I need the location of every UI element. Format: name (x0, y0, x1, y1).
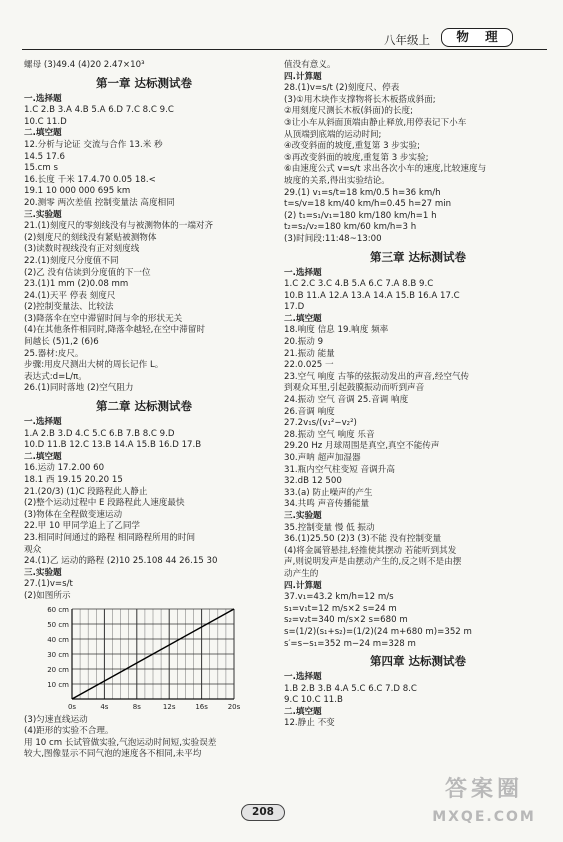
answer-line: s₁=v₁t=12 m/s×2 s=24 m (284, 603, 397, 614)
answer-line: 1.A 2.B 3.D 4.C 5.C 6.B 7.B 8.C 9.D (24, 428, 175, 439)
answer-line: 23.空气 响度 古筝的弦振动发出的声音,经空气传 (284, 371, 470, 382)
answer-line: 表达式:d=L/π。 (24, 371, 87, 382)
answer-line: t₂=s₂/v₂=180 km/60 km/h=3 h (284, 222, 417, 233)
answer-line: ③让小车从斜面顶端由静止释放,用停表记下小车 (284, 117, 467, 128)
section-heading: 一.选择题 (284, 267, 322, 278)
answer-line: 声,则说明发声是由摆动产生的,反之则不是由摆 (284, 557, 462, 568)
answer-line: 27.(1)v=s/t (24, 579, 73, 590)
answer-line: 用 10 cm 长试管做实验,气泡运动时间短,实验误差 (24, 737, 217, 748)
answer-line: s₂=v₂t=340 m/s×2 s=680 m (284, 615, 408, 626)
answer-line: 20.振动 9 (284, 337, 324, 348)
answer-line: (2)乙 没有估读到分度值的下一位 (24, 267, 151, 278)
section-heading: 二.填空题 (284, 706, 322, 717)
answer-line: t=s/v=18 km/40 km/h=0.45 h=27 min (284, 199, 452, 210)
answer-line: ⑥由速度公式 v=s/t 求出各次小车的速度,比较速度与 (284, 164, 487, 175)
answer-line: ②用刻度尺测长木板(斜面)的长度; (284, 106, 414, 117)
answer-line: 动产生的 (284, 568, 319, 579)
answer-line: 21.振动 能量 (284, 348, 335, 359)
answer-line: (3)读数时视线没有正对刻度线 (24, 244, 140, 255)
answer-line: 22.(1)刻度尺分度值不同 (24, 255, 119, 266)
chapter-title: 第一章 达标测试卷 (95, 75, 192, 90)
y-tick-label: 30 cm (47, 650, 69, 659)
y-tick-label: 10 cm (47, 680, 69, 689)
x-tick-label: 4s (100, 702, 109, 711)
right-column (284, 60, 552, 730)
answer-line: 从顶端到底端的运动时间; (284, 129, 382, 140)
answer-line: 观众 (24, 544, 42, 555)
answer-line: 10.C 11.D (24, 116, 67, 127)
answer-line: 27.2v₁s/(v₁²−v₂²) (284, 418, 357, 429)
y-tick-label: 40 cm (47, 635, 69, 644)
answer-line: 12.静止 不变 (284, 718, 335, 729)
answer-line: 30.声呐 超声加湿器 (284, 453, 361, 463)
section-heading: 三.实验题 (284, 510, 322, 521)
answer-line: 28.(1)v=s/t (2)刻度尺、停表 (284, 83, 400, 94)
x-tick-label: 8s (132, 702, 141, 711)
subject-badge: 物 理 (441, 28, 513, 47)
answer-line: 步骤:用皮尺测出大树的周长记作 L。 (24, 360, 164, 371)
answer-line: 25.器材:皮尺。 (24, 348, 84, 359)
answer-line: 24.(1)天平 停表 刻度尺 (24, 290, 116, 301)
answer-line: ⑤再改变斜面的坡度,重复第 3 步实验; (284, 152, 429, 163)
answer-line: 23.相同时间通过的路程 相同路程所用的时间 (24, 532, 196, 543)
answer-line: 32.dB 12 500 (284, 476, 342, 487)
answer-line: 20.测零 两次差值 控制变量法 高度相同 (24, 197, 175, 208)
answer-line: s=(1/2)(s₁+s₂)=(1/2)(24 m+680 m)=352 m (284, 626, 472, 637)
answer-line: 间越长 (5)1,2 (6)6 (24, 337, 99, 348)
answer-line: 16.长度 千米 17.4.70 0.05 18.< (24, 174, 156, 185)
answer-line: 1.C 2.B 3.A 4.B 5.A 6.D 7.C 8.C 9.C (24, 105, 174, 116)
answer-line: 1.C 2.C 3.C 4.B 5.A 6.C 7.A 8.B 9.C (284, 279, 434, 290)
section-heading: 一.选择题 (24, 417, 62, 428)
answer-line: 17.D (284, 302, 305, 313)
chapter-title: 第三章 达标测试卷 (369, 249, 466, 264)
section-heading: 三.实验题 (24, 209, 62, 220)
answer-line: 12.分析与论证 交流与合作 13.米 秒 (24, 139, 163, 150)
answer-line: 19.1 10 000 000 695 km (24, 186, 131, 197)
answer-line: (3)①用木块作支撑物将长木板搭成斜面; (284, 94, 436, 105)
y-tick-label: 50 cm (47, 620, 69, 629)
answer-line: 螺母 (3)49.4 (4)20 2.47×10³ (24, 60, 145, 70)
section-heading: 二.填空题 (284, 313, 322, 324)
answer-line: (3)匀速直线运动 (24, 714, 88, 725)
answer-line: (2)如图所示 (24, 590, 71, 601)
answer-line: 18.响度 信息 19.响度 频率 (284, 325, 389, 336)
chapter-title: 第四章 达标测试卷 (369, 654, 466, 669)
x-tick-label: 0s (67, 702, 77, 711)
answer-line: 10.D 11.B 12.C 13.B 14.A 15.B 16.D 17.B (24, 440, 202, 451)
chapter-title: 第二章 达标测试卷 (95, 399, 192, 414)
answer-line: (3)时间段:11:48~13:00 (284, 233, 382, 244)
section-heading: 三.实验题 (24, 567, 62, 578)
answer-line: 14.5 17.6 (24, 151, 66, 162)
section-heading: 二.填空题 (24, 451, 62, 462)
header-rule (22, 49, 547, 50)
answer-line: 26.音调 响度 (284, 406, 335, 417)
answer-line: 24.振动 空气 音调 25.音调 响度 (284, 395, 409, 406)
x-tick-label: 12s (162, 702, 176, 711)
section-heading: 二.填空题 (24, 128, 62, 139)
answer-line: 29.20 Hz 月球周围是真空,真空不能传声 (284, 441, 440, 452)
answer-line: 较大,图像显示不同气泡的速度各不相同,未平均 (24, 749, 202, 760)
watermark (422, 772, 546, 832)
y-tick-label: 20 cm (47, 665, 69, 674)
y-tick-label: 60 cm (47, 605, 69, 614)
grade-label: 八年级上 (384, 33, 430, 47)
section-heading: 一.选择题 (284, 672, 322, 683)
x-tick-label: 16s (195, 702, 208, 711)
x-tick-label: 20s (227, 702, 241, 711)
watermark-url: MXQE.COM (432, 809, 536, 825)
answer-line: ④改变斜面的坡度,重复第 3 步实验; (284, 141, 420, 152)
answer-line: 值没有意义。 (284, 60, 336, 70)
answer-line: 24.(1)乙 运动的路程 (2)10 25.108 44 26.15 30 (24, 556, 218, 567)
answer-line: (2)刻度尺的刻线没有紧贴被测物体 (24, 232, 157, 243)
page-header (0, 24, 563, 56)
answer-line: 22.甲 10 甲同学追上了乙同学 (24, 521, 141, 532)
answer-line: (2) t₁=s₁/v₁=180 km/180 km/h=1 h (284, 210, 437, 221)
answer-line: 21.(1)刻度尺的零刻线没有与被测物体的一端对齐 (24, 221, 214, 232)
answer-line: (3)降落伞在空中滞留时间与伞的形状无关 (24, 313, 183, 324)
answer-line: 34.共鸣 声音传播能量 (284, 499, 370, 510)
answer-line: 到观众耳里,引起鼓膜振动而听到声音 (284, 383, 425, 394)
answer-line: 21.(20/3) (1)C 段路程此人静止 (24, 486, 148, 497)
answer-line: s′=s−s₁=352 m−24 m=328 m (284, 638, 416, 649)
answer-line: (4)距形的实验不合理。 (24, 726, 114, 737)
answer-line: 33.(a) 防止噪声的产生 (284, 487, 373, 498)
chart-container (24, 603, 264, 715)
answer-line: 26.(1)同时落地 (2)空气阻力 (24, 383, 134, 394)
left-column (24, 60, 264, 761)
answer-line: 坡度的关系,得出实验结论。 (284, 175, 390, 186)
answer-line: 35.控制变量 慢 低 振动 (284, 522, 375, 533)
section-heading: 四.计算题 (284, 580, 322, 591)
answer-line: 29.(1) v₁=s/t=18 km/0.5 h=36 km/h (284, 187, 441, 198)
answer-line: 18.1 西 19.15 20.20 15 (24, 475, 123, 485)
answer-line: 31.瓶内空气柱变短 音调升高 (284, 464, 395, 475)
answer-line: (2)控制变量法、比较法 (24, 302, 114, 313)
answer-line: 10.B 11.A 12.A 13.A 14.A 15.B 16.A 17.C (284, 290, 460, 301)
answer-line: 36.(1)25.50 (2)3 (3)不能 没有控制变量 (284, 534, 442, 545)
answer-line: 9.C 10.C 11.B (284, 695, 343, 706)
distance-time-chart (38, 605, 241, 713)
answer-line: 22.0.025 一 (284, 360, 334, 371)
answer-line: 37.v₁=43.2 km/h=12 m/s (284, 592, 394, 603)
answer-line: (4)在其他条件相同时,降落伞越轻,在空中滞留时 (24, 325, 205, 336)
answer-line: 28.振动 空气 响度 乐音 (284, 429, 375, 440)
section-heading: 一.选择题 (24, 93, 62, 104)
answer-line: 15.cm s (24, 163, 58, 174)
page-number: 208 (241, 804, 285, 821)
answer-line: (2)整个运动过程中 E 段路程此人速度最快 (24, 498, 185, 509)
answer-line: 1.B 2.B 3.B 4.A 5.C 6.C 7.D 8.C (284, 683, 417, 694)
answer-line: 16.运动 17.2.00 60 (24, 463, 105, 474)
watermark-text: 答案圈 (444, 777, 523, 802)
answer-line: (3)物体在全程做变速运动 (24, 509, 123, 520)
answer-line: (4)将金属管悬挂,轻推使其摆动 若能听到其发 (284, 545, 457, 556)
answer-line: 23.(1)1 mm (2)0.08 mm (24, 279, 129, 290)
section-heading: 四.计算题 (284, 71, 322, 82)
